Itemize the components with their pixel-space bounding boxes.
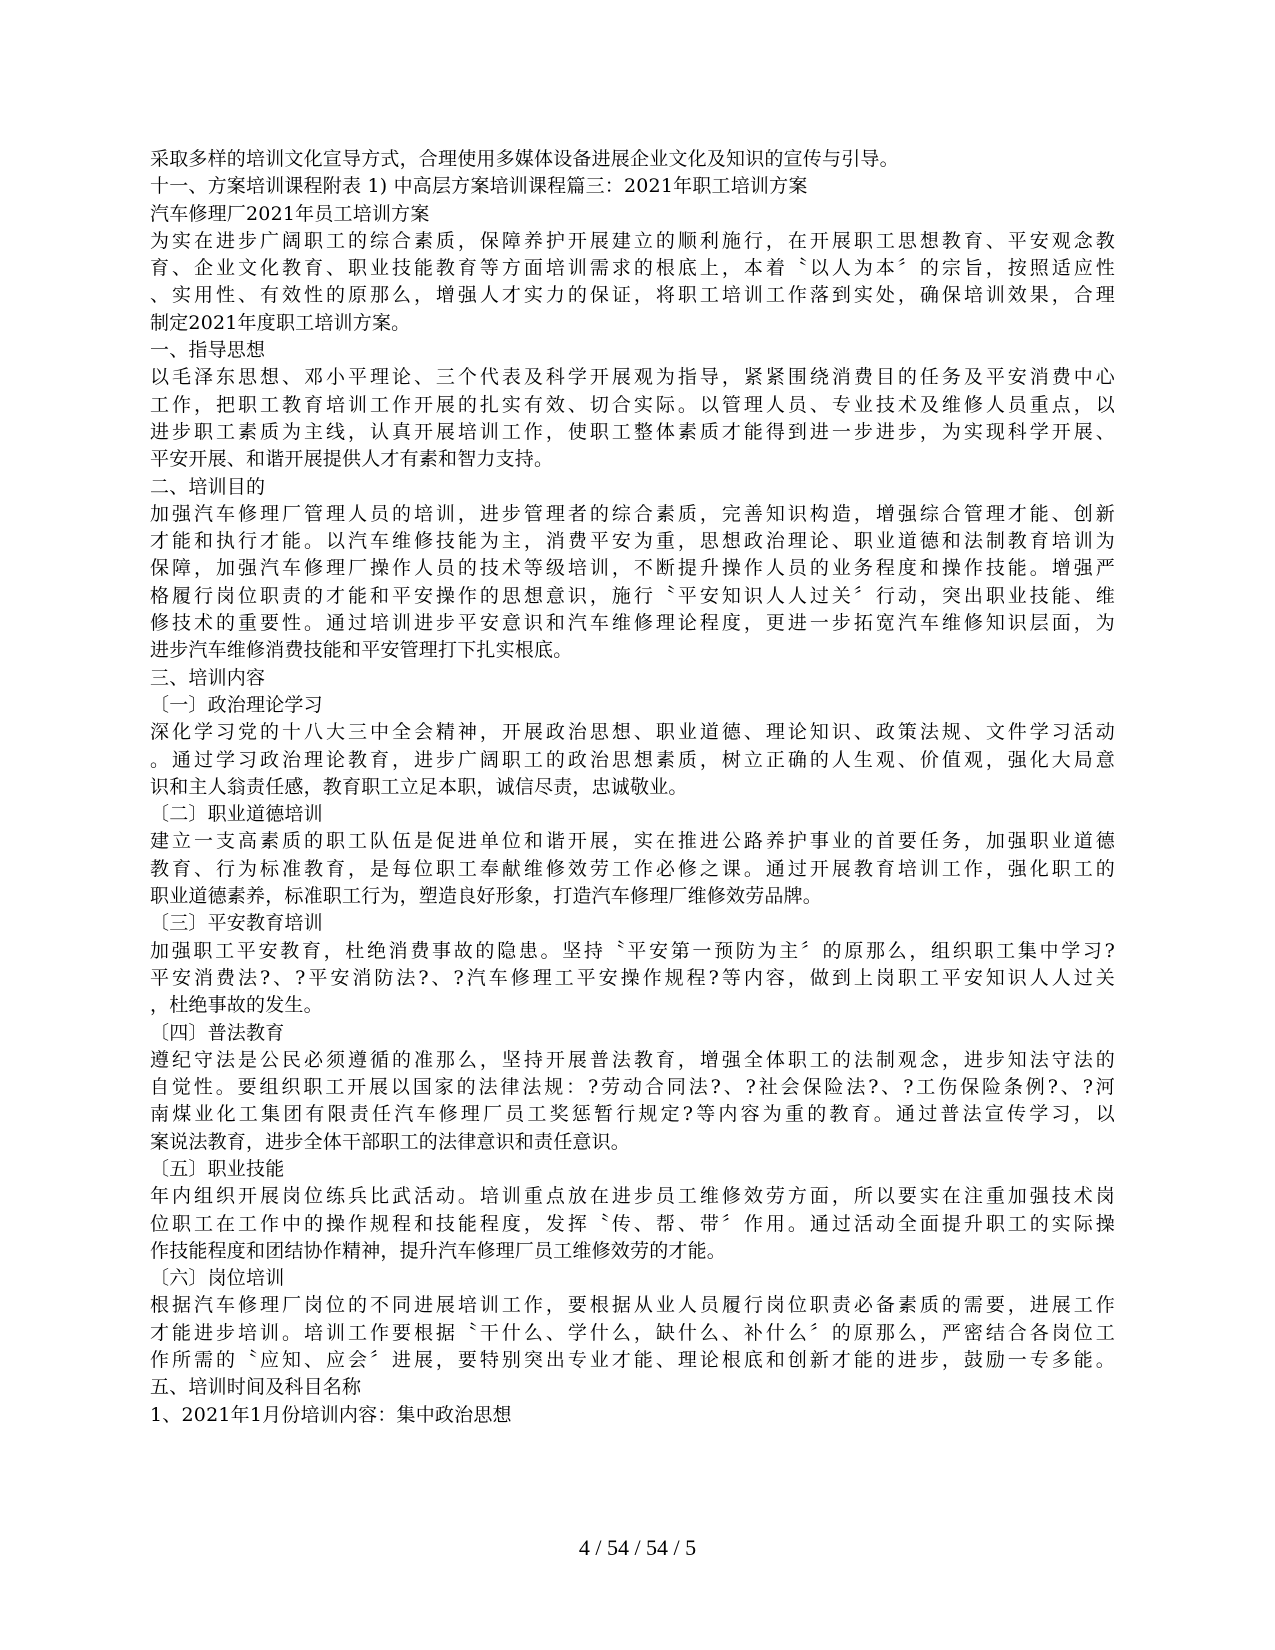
text-line: 〔四〕普法教育 [150, 1021, 285, 1044]
text-line: 教育、行为标准教育，是每位职工奉献维修效劳工作必修之课。通过开展教育培训工作，强化职工的 [150, 857, 1115, 880]
text-line: 平安消费法?、?平安消防法?、?汽车修理工平安操作规程?等内容，做到上岗职工平安知识人人过关 [150, 966, 1115, 989]
text-line: 育、企业文化教育、职业技能教育等方面培训需求的根底上，本着〝以人为本〞的宗旨，按照适应性 [150, 257, 1115, 280]
text-line: 二、培训目的 [150, 475, 266, 498]
text-line: 职业道德素养，标准职工行为，塑造良好形象，打造汽车修理厂维修效劳品牌。 [150, 885, 823, 908]
text-line: 识和主人翁责任感，教育职工立足本职，诚信尽责，忠诚敬业。 [150, 775, 688, 798]
text-line: 以毛泽东思想、邓小平理论、三个代表及科学开展观为指导，紧紧围绕消费目的任务及平安消费中心 [150, 366, 1115, 389]
text-line: 年内组织开展岗位练兵比武活动。培训重点放在进步员工维修效劳方面，所以要实在注重加强技术岗 [150, 1185, 1115, 1208]
text-line: 采取多样的培训文化宣导方式，合理使用多媒体设备进展企业文化及知识的宣传与引导。 [150, 148, 899, 170]
text-line: 自觉性。要组织职工开展以国家的法律法规：?劳动合同法?、?社会保险法?、?工伤保险条例?、?河 [150, 1076, 1115, 1099]
text-line: 〔三〕平安教育培训 [150, 912, 323, 935]
text-line: 建立一支高素质的职工队伍是促进单位和谐开展，实在推进公路养护事业的首要任务，加强职业道德 [150, 830, 1115, 853]
text-line: 根据汽车修理厂岗位的不同进展培训工作，要根据从业人员履行岗位职责必备素质的需要，进展工作 [150, 1294, 1115, 1317]
text-line: 、实用性、有效性的原那么，增强人才实力的保证，将职工培训工作落到实处，确保培训效果，合理 [150, 284, 1115, 307]
text-line: 〔一〕政治理论学习 [150, 693, 323, 716]
text-line: 平安开展、和谐开展提供人才有素和智力支持。 [150, 448, 554, 471]
text-line: 修技术的重要性。通过培训进步平安意识和汽车维修理论程度，更进一步拓宽汽车维修知识层面，为 [150, 612, 1115, 635]
text-line: 进步职工素质为主线，认真开展培训工作，使职工整体素质才能得到进一步进步，为实现科学开展、 [150, 420, 1115, 443]
text-line: 南煤业化工集团有限责任汽车修理厂员工奖惩暂行规定?等内容为重的教育。通过普法宣传学习，以 [150, 1103, 1115, 1126]
text-line: 位职工在工作中的操作规程和技能程度，发挥〝传、帮、带〞作用。通过活动全面提升职工的实际操 [150, 1212, 1115, 1235]
text-line: 作所需的〝应知、应会〞进展，要特别突出专业才能、理论根底和创新才能的进步，鼓励一专多能。 [150, 1349, 1115, 1372]
text-line: 作技能程度和团结协作精神，提升汽车修理厂员工维修效劳的才能。 [150, 1239, 727, 1262]
text-line: 为实在进步广阔职工的综合素质，保障养护开展建立的顺利施行，在开展职工思想教育、平安观念教 [150, 229, 1115, 252]
text-line: 遵纪守法是公民必须遵循的准那么，坚持开展普法教育，增强全体职工的法制观念，进步知法守法的 [150, 1048, 1115, 1071]
text-line: 1、2021年1月份培训内容：集中政治思想 [150, 1403, 512, 1426]
text-line: 十一、方案培训课程附表 1) 中高层方案培训课程篇三：2021年职工培训方案 [150, 175, 808, 198]
text-line: 工作，把职工教育培训工作开展的扎实有效、切合实际。以管理人员、专业技术及维修人员重点，以 [150, 393, 1115, 416]
text-line: 五、培训时间及科目名称 [150, 1376, 362, 1399]
text-line: 格履行岗位职责的才能和平安操作的思想意识，施行〝平安知识人人过关〞行动，突出职业技能、维 [150, 584, 1115, 607]
text-line: 三、培训内容 [150, 666, 266, 689]
text-line: 〔五〕职业技能 [150, 1157, 285, 1180]
document-body [150, 146, 1115, 1429]
text-line: 制定2021年度职工培训方案。 [150, 311, 411, 334]
text-line: 进步汽车维修消费技能和平安管理打下扎实根底。 [150, 639, 573, 662]
text-line: 〔六〕岗位培训 [150, 1267, 285, 1290]
page-footer [0, 1535, 1275, 1561]
text-line: 一、指导思想 [150, 339, 266, 362]
page-number: 4 / 54 / 54 / 5 [578, 1535, 697, 1560]
text-line: 保障，加强汽车修理厂操作人员的技术等级培训，不断提升操作人员的业务程度和操作技能。增强严 [150, 557, 1115, 580]
text-line: 汽车修理厂2021年员工培训方案 [150, 202, 430, 225]
text-line: 才能和执行才能。以汽车维修技能为主，消费平安为重，思想政治理论、职业道德和法制教育培训为 [150, 530, 1115, 553]
text-line: 。通过学习政治理论教育，进步广阔职工的政治思想素质，树立正确的人生观、价值观，强化大局意 [150, 748, 1115, 771]
text-line: 〔二〕职业道德培训 [150, 803, 323, 826]
text-line: 案说法教育，进步全体干部职工的法律意识和责任意识。 [150, 1130, 631, 1153]
text-line: 加强职工平安教育，杜绝消费事故的隐患。坚持〝平安第一预防为主〞的原那么，组织职工集中学习? [150, 939, 1115, 962]
text-line: 深化学习党的十八大三中全会精神，开展政治思想、职业道德、理论知识、政策法规、文件学习活动 [150, 721, 1115, 744]
text-line: ，杜绝事故的发生。 [150, 994, 323, 1017]
text-line: 才能进步培训。培训工作要根据〝干什么、学什么，缺什么、补什么〞的原那么，严密结合各岗位工 [150, 1321, 1115, 1344]
text-line: 加强汽车修理厂管理人员的培训，进步管理者的综合素质，完善知识构造，增强综合管理才能、创新 [150, 502, 1115, 525]
